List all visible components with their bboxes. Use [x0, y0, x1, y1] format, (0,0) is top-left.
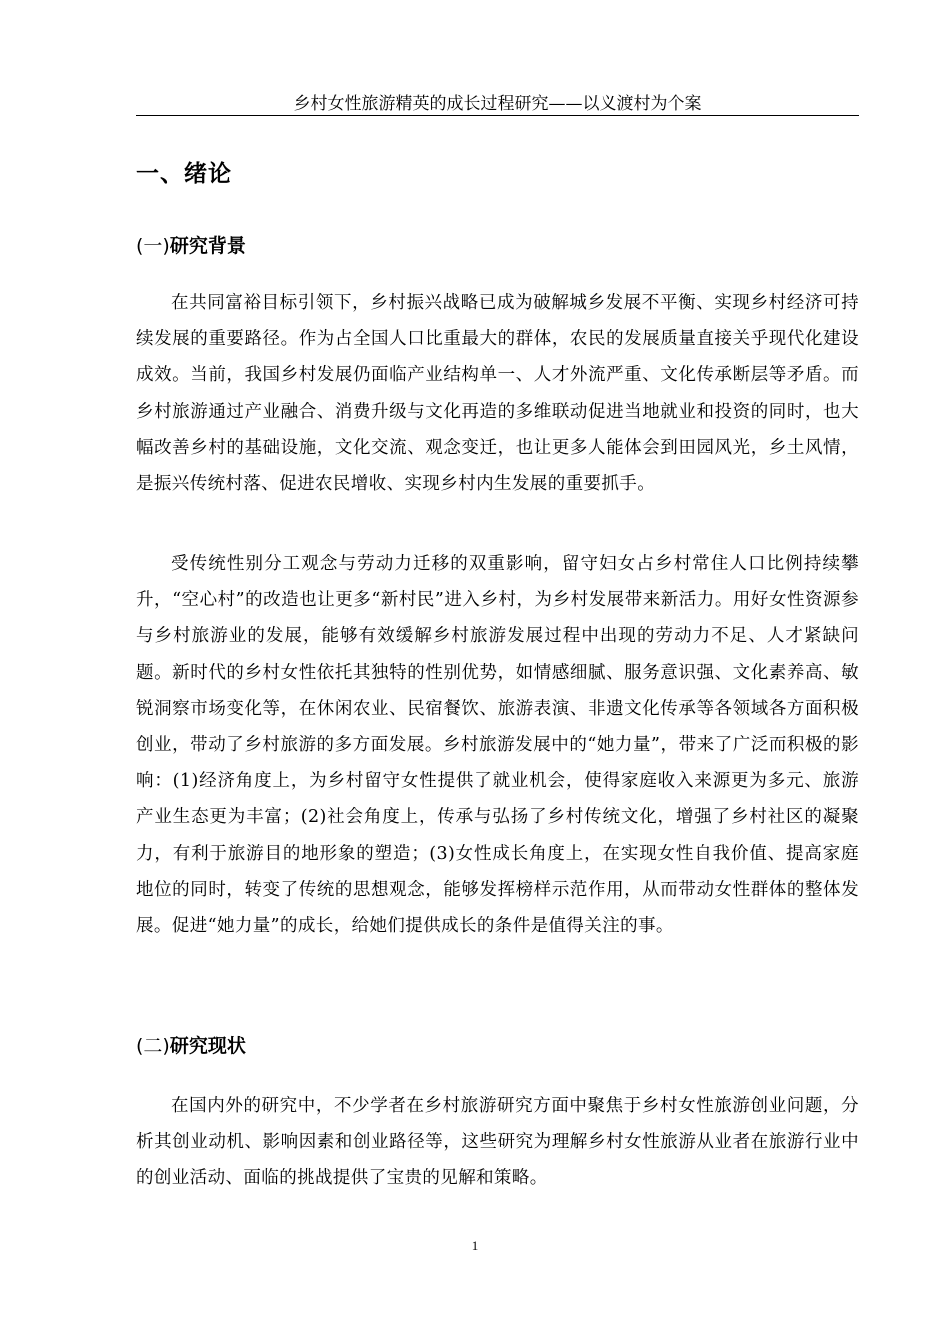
chapter-heading: 一、绪论: [136, 161, 232, 187]
running-header: 乡村女性旅游精英的成长过程研究——以义渡村为个案: [293, 94, 702, 114]
section-title: 研究背景: [169, 235, 246, 257]
header-rule: [136, 115, 859, 116]
section-number: (一): [136, 235, 170, 257]
paragraph: 在国内外的研究中，不少学者在乡村旅游研究方面中聚焦于乡村女性旅游创业问题，分析其创业动机、影响因素和创业路径等，这些研究为理解乡村女性旅游从业者在旅游行业中的创业活动、面临的挑战提供了宝贵的见解和策略。: [136, 1096, 859, 1189]
section-heading-background: [136, 232, 246, 260]
paragraph: 受传统性别分工观念与劳动力迁移的双重影响，留守妇女占乡村常住人口比例持续攀升，“空心村”的改造也让更多“新村民”进入乡村，为乡村发展带来新活力。用好女性资源参与乡村旅游业的发展，能够有效缓解乡村旅游发展过程中出现的劳动力不足、人才紧缺问题。新时代的乡村女性依托其独特的性别优势，如情感细腻、服务意识强、文化素养高、敏锐洞察市场变化等，在休闲农业、民宿餐饮、旅游表演、非遗文化传承等各领域各方面积极创业，带动了乡村旅游的多方面发展。乡村旅游发展中的“她力量”，带来了广泛而积极的影响：(1)经济角度上，为乡村留守女性提供了就业机会，使得家庭收入来源更为多元、旅游产业生态更为丰富；(2)社会角度上，传承与弘扬了乡村传统文化，增强了乡村社区的凝聚力，有利于旅游目的地形象的塑造；(3)女性成长角度上，在实现女性自我价值、提高家庭地位的同时，转变了传统的思想观念，能够发挥榜样示范作用，从而带动女性群体的整体发展。促进“她力量”的成长，给她们提供成长的条件是值得关注的事。: [136, 554, 859, 937]
page-number: 1: [471, 1238, 479, 1253]
section-title: 研究现状: [169, 1035, 246, 1057]
paragraph: 在共同富裕目标引领下，乡村振兴战略已成为破解城乡发展不平衡、实现乡村经济可持续发展的重要路径。作为占全国人口比重最大的群体，农民的发展质量直接关乎现代化建设成效。当前，我国乡村发展仍面临产业结构单一、人才外流严重、文化传承断层等矛盾。而乡村旅游通过产业融合、消费升级与文化再造的多维联动促进当地就业和投资的同时，也大幅改善乡村的基础设施，文化交流、观念变迁，也让更多人能体会到田园风光，乡土风情，是振兴传统村落、促进农民增收、实现乡村内生发展的重要抓手。: [136, 293, 859, 495]
section-heading-status: [136, 1032, 246, 1060]
section-number: (二): [136, 1035, 170, 1057]
